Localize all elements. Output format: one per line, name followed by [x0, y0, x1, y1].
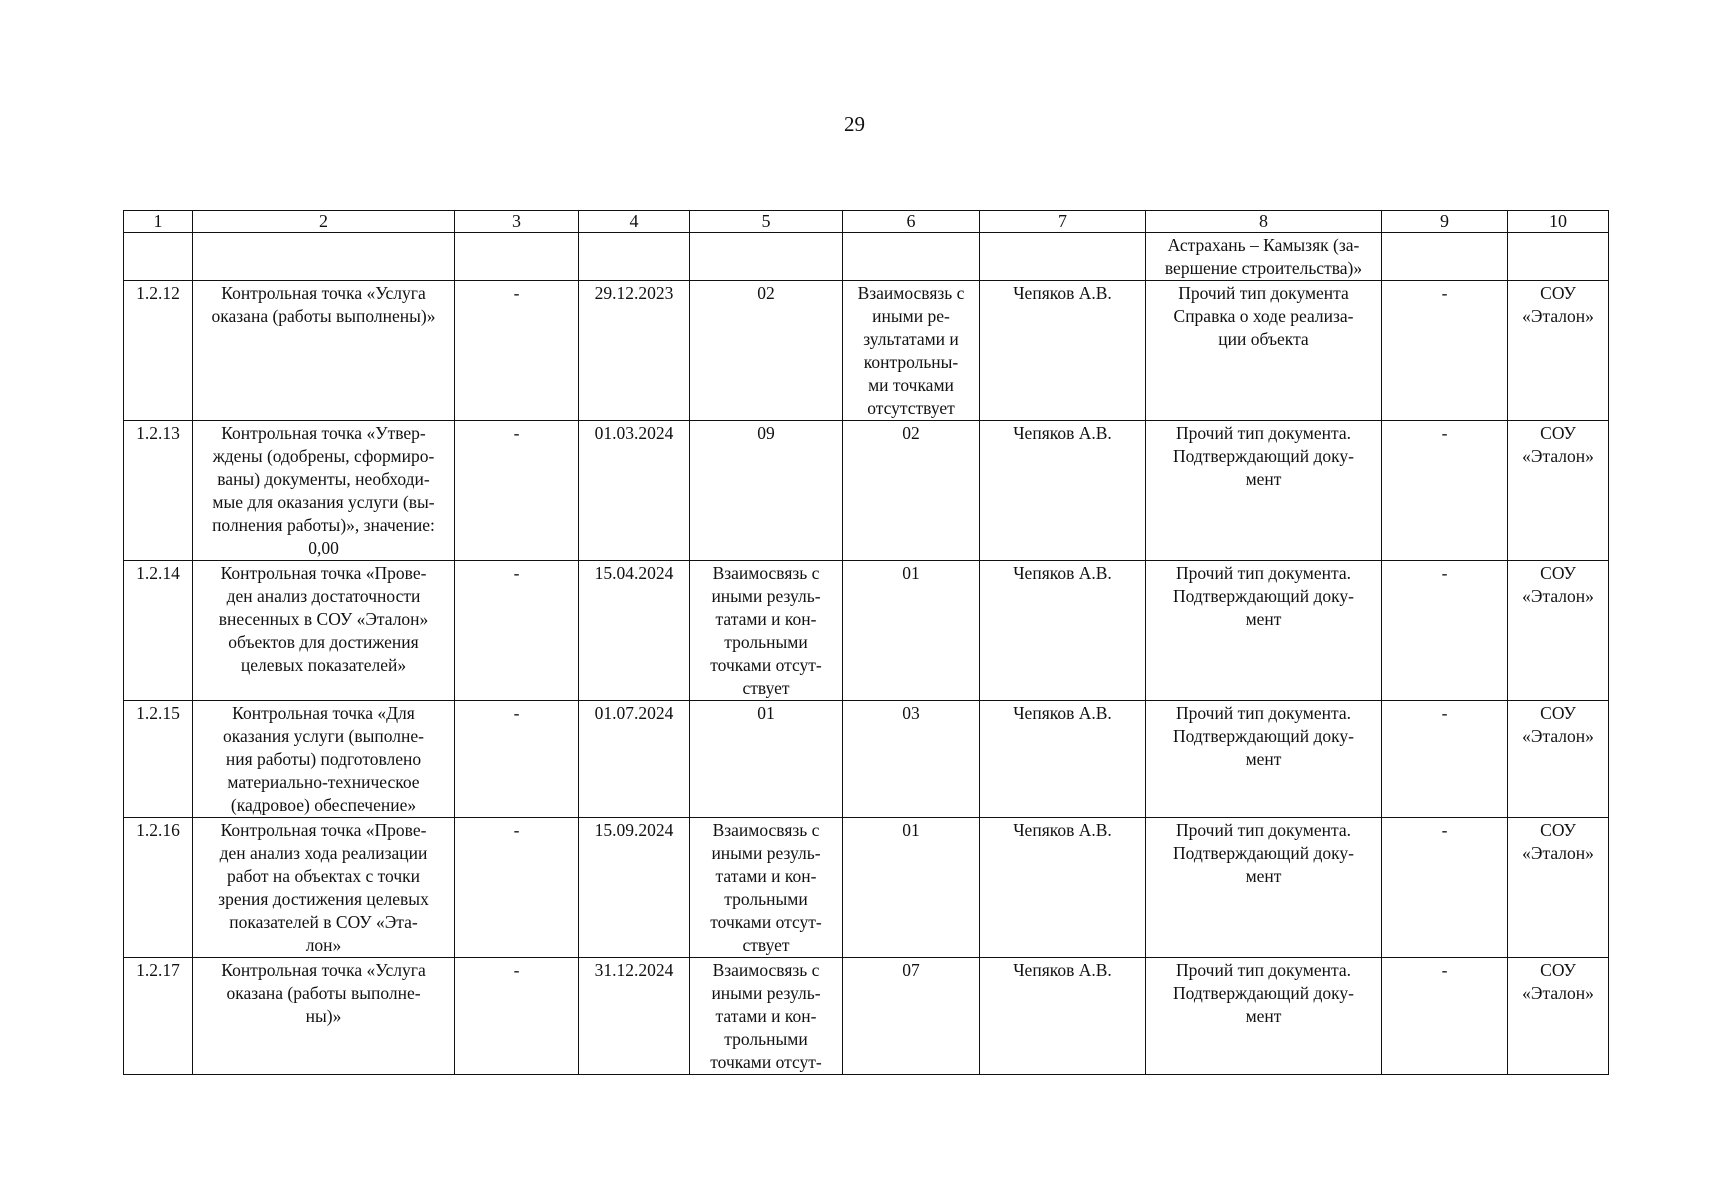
col5-text: 09: [757, 423, 775, 443]
header-cell: 7: [980, 211, 1146, 233]
responsible-cell: Чепяков А.В.: [980, 818, 1146, 958]
responsible-cell: Чепяков А.В.: [980, 561, 1146, 701]
responsible-cell: Чепяков А.В.: [980, 421, 1146, 561]
col5-text: Взаимосвязь с иными резуль- татами и кон- трольными точками отсут-: [710, 960, 822, 1072]
col6-cell: [843, 561, 980, 701]
document-text: Прочий тип документа. Подтверждающий доку- мент: [1172, 703, 1354, 769]
col6-cell: [843, 421, 980, 561]
col5-cell: [690, 701, 843, 818]
page-number: 29: [844, 112, 865, 136]
system-text: СОУ «Эталон»: [1522, 960, 1594, 1003]
col9-cell: -: [1382, 958, 1508, 1075]
col6-text: Взаимосвязь с иными ре- зультатами и контрольны- ми точками отсутствует: [857, 283, 965, 418]
header-row: [124, 211, 1609, 233]
header-cell: 1: [124, 211, 193, 233]
checkpoint-name: Контрольная точка «Прове- ден анализ достаточности внесенных в СОУ «Эталон» объектов для достижения целевых показателей»: [218, 563, 429, 675]
col9-cell: -: [1382, 701, 1508, 818]
row-number: 1.2.13: [124, 421, 193, 561]
header-cell: 6: [843, 211, 980, 233]
system-cell: [1508, 701, 1609, 818]
row-number: 1.2.16: [124, 818, 193, 958]
date-cell: 15.09.2024: [579, 818, 690, 958]
table-row: [124, 421, 1609, 561]
col9-cell: -: [1382, 281, 1508, 421]
header-cell: 9: [1382, 211, 1508, 233]
checkpoint-name-cell: [193, 421, 455, 561]
col3-cell: -: [455, 958, 579, 1075]
date-cell: 01.07.2024: [579, 701, 690, 818]
document-cell: [1146, 818, 1382, 958]
header-cell: 5: [690, 211, 843, 233]
system-text: СОУ «Эталон»: [1522, 820, 1594, 863]
row-number: 1.2.17: [124, 958, 193, 1075]
row-number: 1.2.15: [124, 701, 193, 818]
col3-cell: -: [455, 421, 579, 561]
row-number: 1.2.12: [124, 281, 193, 421]
col3-cell: -: [455, 561, 579, 701]
table-cell-empty: [124, 233, 193, 281]
table-row: [124, 818, 1609, 958]
col5-cell: [690, 818, 843, 958]
system-cell: [1508, 421, 1609, 561]
header-cell: 8: [1146, 211, 1382, 233]
system-cell: [1508, 281, 1609, 421]
table-cell-empty: [690, 233, 843, 281]
plan-table: [123, 210, 1609, 1075]
col6-cell: [843, 281, 980, 421]
system-cell: [1508, 958, 1609, 1075]
table-row: [124, 281, 1609, 421]
header-cell: 2: [193, 211, 455, 233]
checkpoint-name-cell: [193, 958, 455, 1075]
table-row-continuation: [124, 233, 1609, 281]
document-cell: [1146, 421, 1382, 561]
col6-cell: [843, 958, 980, 1075]
col6-cell: [843, 818, 980, 958]
table-cell-empty: [1508, 233, 1609, 281]
document-text: Прочий тип документа. Подтверждающий доку- мент: [1172, 960, 1354, 1026]
table-row: [124, 958, 1609, 1075]
document-text: Прочий тип документа. Подтверждающий доку- мент: [1172, 820, 1354, 886]
col5-cell: [690, 421, 843, 561]
document-cell: [1146, 701, 1382, 818]
col5-text: 02: [757, 283, 775, 303]
table-cell-empty: [980, 233, 1146, 281]
col9-cell: -: [1382, 561, 1508, 701]
table-cell-empty: [579, 233, 690, 281]
document-text: Прочий тип документа. Подтверждающий доку- мент: [1172, 423, 1354, 489]
document-cell: [1146, 281, 1382, 421]
date-cell: 31.12.2024: [579, 958, 690, 1075]
col6-text: 01: [902, 820, 920, 840]
col6-text: 07: [902, 960, 920, 980]
col3-cell: -: [455, 818, 579, 958]
system-text: СОУ «Эталон»: [1522, 283, 1594, 326]
document-text: Астрахань – Камызяк (за- вершение строительства)»: [1164, 235, 1363, 278]
col6-text: 02: [902, 423, 920, 443]
col6-cell: [843, 701, 980, 818]
system-cell: [1508, 818, 1609, 958]
system-text: СОУ «Эталон»: [1522, 423, 1594, 466]
document-cell: [1146, 561, 1382, 701]
checkpoint-name-cell: [193, 701, 455, 818]
date-cell: 01.03.2024: [579, 421, 690, 561]
col3-cell: -: [455, 281, 579, 421]
system-text: СОУ «Эталон»: [1522, 563, 1594, 606]
checkpoint-name: Контрольная точка «Прове- ден анализ хода реализации работ на объектах с точки зрения достижения целевых показателей в СОУ «Эта- лон»: [218, 820, 429, 955]
table-cell-empty: [1382, 233, 1508, 281]
col9-cell: -: [1382, 818, 1508, 958]
table-row: [124, 561, 1609, 701]
col5-text: 01: [757, 703, 775, 723]
table-cell-empty: [193, 233, 455, 281]
document-text: Прочий тип документа. Подтверждающий доку- мент: [1172, 563, 1354, 629]
col5-cell: [690, 958, 843, 1075]
header-cell: 10: [1508, 211, 1609, 233]
responsible-cell: Чепяков А.В.: [980, 958, 1146, 1075]
date-cell: 15.04.2024: [579, 561, 690, 701]
document-cell: [1146, 233, 1382, 281]
col5-text: Взаимосвязь с иными резуль- татами и кон- трольными точками отсут- ствует: [710, 820, 822, 955]
system-cell: [1508, 561, 1609, 701]
system-text: СОУ «Эталон»: [1522, 703, 1594, 746]
col5-text: Взаимосвязь с иными резуль- татами и кон- трольными точками отсут- ствует: [710, 563, 822, 698]
checkpoint-name: Контрольная точка «Услуга оказана (работы выполне- ны)»: [221, 960, 426, 1026]
responsible-cell: Чепяков А.В.: [980, 281, 1146, 421]
checkpoint-name-cell: [193, 281, 455, 421]
col3-cell: -: [455, 701, 579, 818]
col6-text: 03: [902, 703, 920, 723]
col9-cell: -: [1382, 421, 1508, 561]
table-cell-empty: [455, 233, 579, 281]
checkpoint-name: Контрольная точка «Услуга оказана (работы выполнены)»: [211, 283, 436, 326]
checkpoint-name: Контрольная точка «Утвер- ждены (одобрены, сформиро- ваны) документы, необходи- мые для оказания услуги (вы- полнения работы)», значение: 0,00: [212, 423, 435, 558]
checkpoint-name-cell: [193, 561, 455, 701]
col5-cell: [690, 561, 843, 701]
table-row: [124, 701, 1609, 818]
header-cell: 4: [579, 211, 690, 233]
row-number: 1.2.14: [124, 561, 193, 701]
document-text: Прочий тип документа Справка о ходе реализа- ции объекта: [1173, 283, 1354, 349]
col6-text: 01: [902, 563, 920, 583]
checkpoint-name-cell: [193, 818, 455, 958]
col5-cell: [690, 281, 843, 421]
document-cell: [1146, 958, 1382, 1075]
table-cell-empty: [843, 233, 980, 281]
checkpoint-name: Контрольная точка «Для оказания услуги (выполне- ния работы) подготовлено материально-техническое (кадровое) обеспечение»: [223, 703, 424, 815]
date-cell: 29.12.2023: [579, 281, 690, 421]
header-cell: 3: [455, 211, 579, 233]
responsible-cell: Чепяков А.В.: [980, 701, 1146, 818]
